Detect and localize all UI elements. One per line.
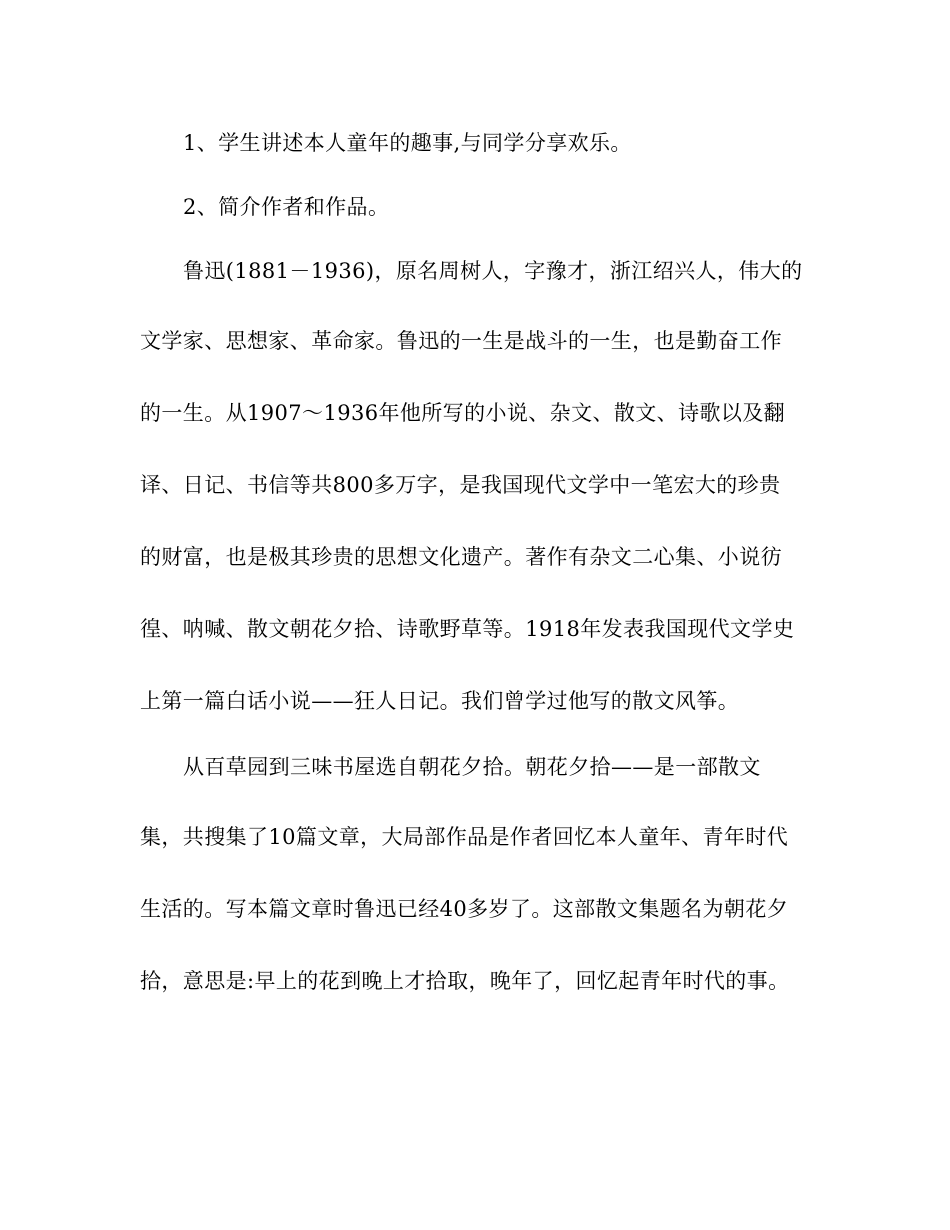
paragraph-2-line-1: 2、简介作者和作品。	[183, 195, 390, 219]
paragraph-3-line-3: 的一生。从1907～1936年他所写的小说、杂文、散文、诗歌以及翻	[140, 401, 786, 425]
paragraph-3-line-2: 文学家、思想家、革命家。鲁迅的一生是战斗的一生，也是勤奋工作	[140, 329, 782, 353]
paragraph-4-line-4: 拾，意思是:早上的花到晚上才拾取，晚年了，回忆起青年时代的事。	[140, 969, 790, 993]
paragraph-3-line-1: 鲁迅(1881－1936)，原名周树人，字豫才，浙江绍兴人，伟大的	[183, 259, 803, 283]
paragraph-1-line-1: 1、学生讲述本人童年的趣事,与同学分享欢乐。	[183, 131, 632, 155]
paragraph-4-line-1: 从百草园到三味书屋选自朝花夕拾。朝花夕拾——是一部散文	[183, 755, 761, 779]
paragraph-3-line-6: 徨、呐喊、散文朝花夕拾、诗歌野草等。1918年发表我国现代文学史	[140, 617, 795, 641]
paragraph-3-line-4: 译、日记、书信等共800多万字，是我国现代文学中一笔宏大的珍贵	[140, 473, 781, 497]
paragraph-4-line-2: 集，共搜集了10篇文章，大局部作品是作者回忆本人童年、青年时代	[140, 825, 789, 849]
paragraph-3-line-7: 上第一篇白话小说——狂人日记。我们曾学过他写的散文风筝。	[140, 689, 740, 713]
paragraph-4-line-3: 生活的。写本篇文章时鲁迅已经40多岁了。这部散文集题名为朝花夕	[140, 897, 789, 921]
paragraph-3-line-5: 的财富，也是极其珍贵的思想文化遗产。著作有杂文二心集、小说彷	[140, 545, 782, 569]
